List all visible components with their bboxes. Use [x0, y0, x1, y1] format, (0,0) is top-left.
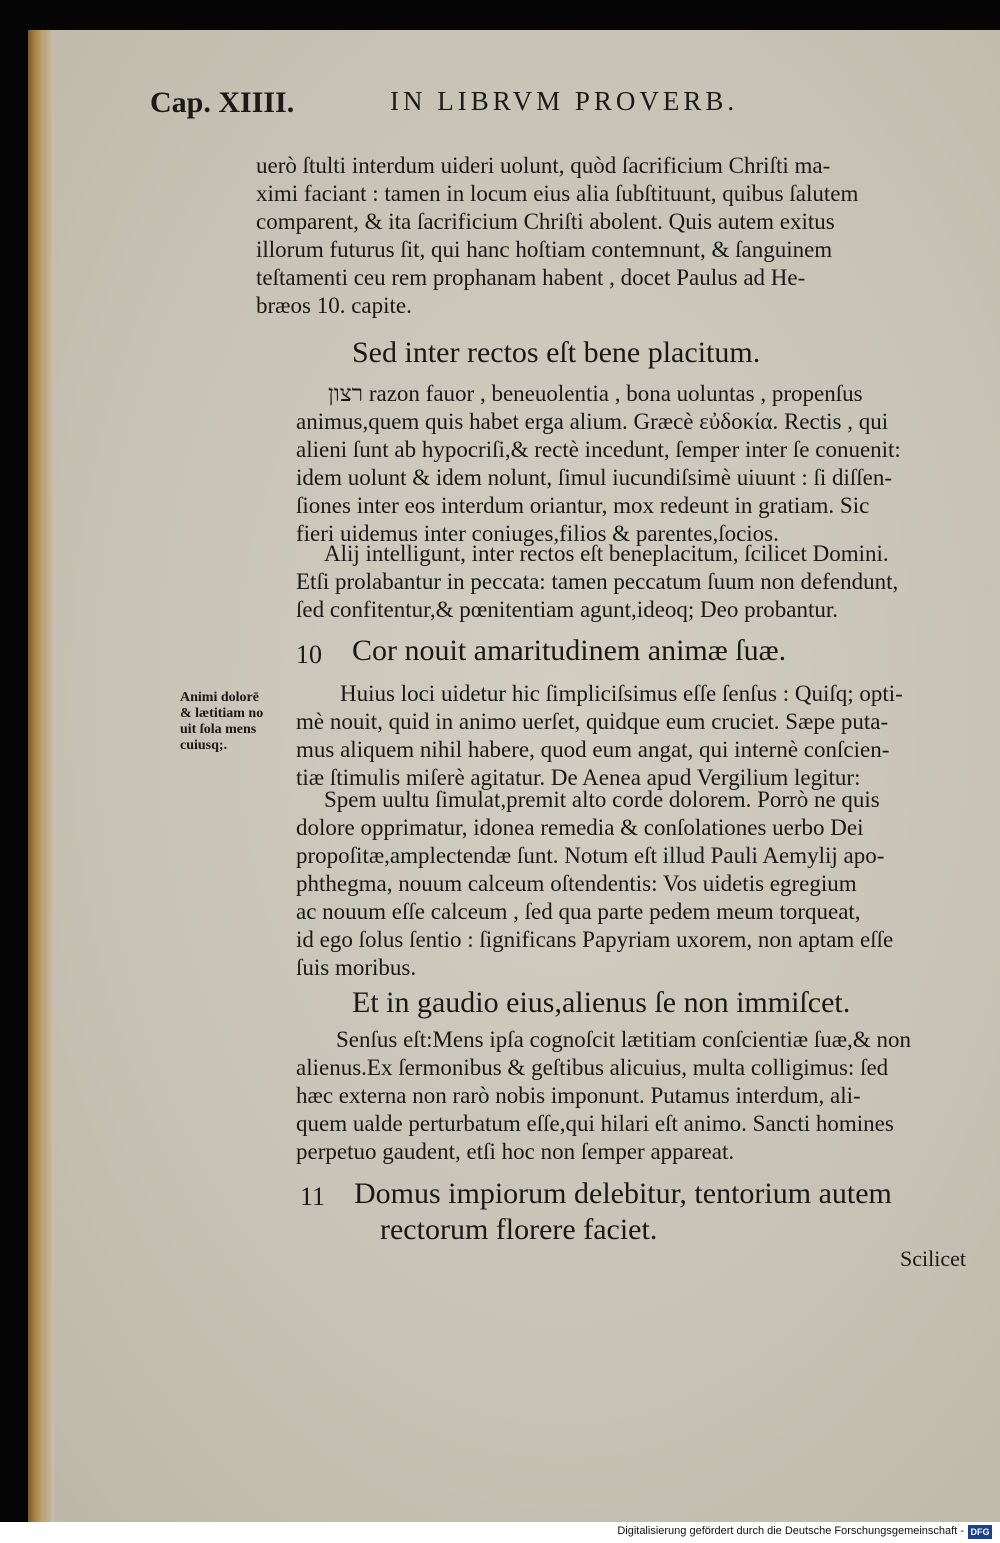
- lemma-heading: Et in gaudio eius,alienus ſe non immiſcet.: [352, 986, 851, 1019]
- paragraph-4: [296, 680, 936, 792]
- text-line: phthegma, nouum calceum oſtendentis: Vos uidetis egregium: [296, 871, 857, 896]
- text-line: alieni ſunt ab hypocriſi,& rectè incedunt, ſemper inter ſe conuenit:: [296, 437, 901, 462]
- text-line: mè nouit, quid in animo uerſet, quidque eum cruciet. Sæpe puta-: [296, 709, 889, 734]
- text-line: Huius loci uidetur hic ſimpliciſsimus eſſe ſenſus : Quiſq; opti-: [340, 681, 903, 706]
- margin-note-line: & lætitiam no: [180, 706, 264, 721]
- text-line: ac nouum eſſe calceum , ſed qua parte pedem meum torqueat,: [296, 899, 861, 924]
- text-line: idem uolunt & idem nolunt, ſimul iucundiſsimè uiuunt : ſi diſſen-: [296, 465, 893, 490]
- lemma-heading: Cor nouit amaritudinem animæ ſuæ.: [352, 634, 787, 667]
- text-line: bræos 10. capite.: [256, 293, 412, 318]
- text-line: ſuis moribus.: [296, 955, 417, 980]
- chapter-number: Cap. XIIII.: [150, 86, 295, 119]
- text-line: mus aliquem nihil habere, quod eum angat, qui internè conſcien-: [296, 737, 890, 762]
- margin-note-line: uit ſola mens: [180, 722, 257, 737]
- text-line: alienus.Ex ſermonibus & geſtibus alicuius, multa colligimus: ſed: [296, 1055, 889, 1080]
- paragraph-1: [256, 152, 936, 320]
- verse-number: 10: [296, 640, 322, 669]
- text-line: tiæ ſtimulis miſerè agitatur. De Aenea apud Vergilium legitur:: [296, 765, 861, 790]
- text-line: perpetuo gaudent, etſi hoc non ſemper appareat.: [296, 1139, 735, 1164]
- text-line: Etſi prolabantur in peccata: tamen peccatum ſuum non defendunt,: [296, 569, 899, 594]
- catchword: Scilicet: [900, 1246, 966, 1271]
- lemma-heading: Sed inter rectos eſt bene placitum.: [352, 336, 761, 369]
- text-line: Spem uultu ſimulat,premit alto corde dolorem. Porrò ne quis: [324, 787, 880, 812]
- text-line: ximi faciant : tamen in locum eius alia ſubſtituunt, quibus ſalutem: [256, 181, 859, 206]
- running-title: IN LIBRVM PROVERB.: [390, 86, 739, 116]
- text-line: id ego ſolus ſentio : ſignificans Papyriam uxorem, non aptam eſſe: [296, 927, 894, 952]
- dfg-logo-icon: DFG: [968, 1525, 992, 1539]
- text-line: ſiones inter eos interdum oriantur, mox redeunt in gratiam. Sic: [296, 493, 870, 518]
- text-line: רצון razon fauor , beneuolentia , bona uoluntas , propenſus: [328, 381, 863, 406]
- footer-bar: [0, 1522, 1000, 1543]
- paragraph-3: [296, 540, 936, 624]
- text-line: propoſitæ,amplectendæ ſunt. Notum eſt illud Pauli Aemylij apo-: [296, 843, 885, 868]
- margin-note: [180, 690, 290, 754]
- text-line: illorum futurus ſit, qui hanc hoſtiam contemnunt, & ſanguinem: [256, 237, 833, 262]
- text-line: Alij intelligunt, inter rectos eſt beneplacitum, ſcilicet Domini.: [324, 541, 889, 566]
- page-edge-inner: [44, 30, 54, 1522]
- lemma-line: Domus impiorum delebitur, tentorium autem: [354, 1177, 892, 1210]
- lemma-heading: [354, 1176, 892, 1248]
- running-head: [150, 86, 810, 132]
- verse-number: 11: [300, 1182, 326, 1211]
- text-line: hæc externa non rarò nobis imponunt. Putamus interdum, ali-: [296, 1083, 861, 1108]
- text-line: teſtamenti ceu rem prophanam habent , docet Paulus ad He-: [256, 265, 806, 290]
- paragraph-6: [296, 1026, 936, 1166]
- lemma-line: rectorum florere faciet.: [380, 1213, 658, 1246]
- paragraph-5: [296, 786, 936, 982]
- text-line: uerò ſtulti interdum uideri uolunt, quòd ſacrificium Chriſti ma-: [256, 153, 831, 178]
- text-line: Senſus eſt:Mens ipſa cognoſcit lætitiam conſcientiæ ſuæ,& non: [336, 1027, 911, 1052]
- text-line: quem ualde perturbatum eſſe,qui hilari eſt animo. Sancti homines: [296, 1111, 894, 1136]
- margin-note-line: cuiusq;.: [180, 738, 228, 753]
- funding-notice: Digitalisierung gefördert durch die Deutsche Forschungsgemeinschaft -: [617, 1525, 964, 1537]
- page-edge: [28, 30, 44, 1522]
- text-line: dolore opprimatur, idonea remedia & conſolationes uerbo Dei: [296, 815, 864, 840]
- text-line: ſed confitentur,& pœnitentiam agunt,ideoq; Deo probantur.: [296, 597, 839, 622]
- text-line: animus,quem quis habet erga alium. Græcè εὐδοκία. Rectis , qui: [296, 409, 889, 434]
- paragraph-2: [296, 380, 936, 548]
- margin-note-line: Animi dolorē: [180, 690, 259, 705]
- text-line: comparent, & ita ſacrificium Chriſti abolent. Quis autem exitus: [256, 209, 835, 234]
- text-line: fieri uidemus inter coniuges,filios & parentes,ſocios.: [296, 521, 779, 546]
